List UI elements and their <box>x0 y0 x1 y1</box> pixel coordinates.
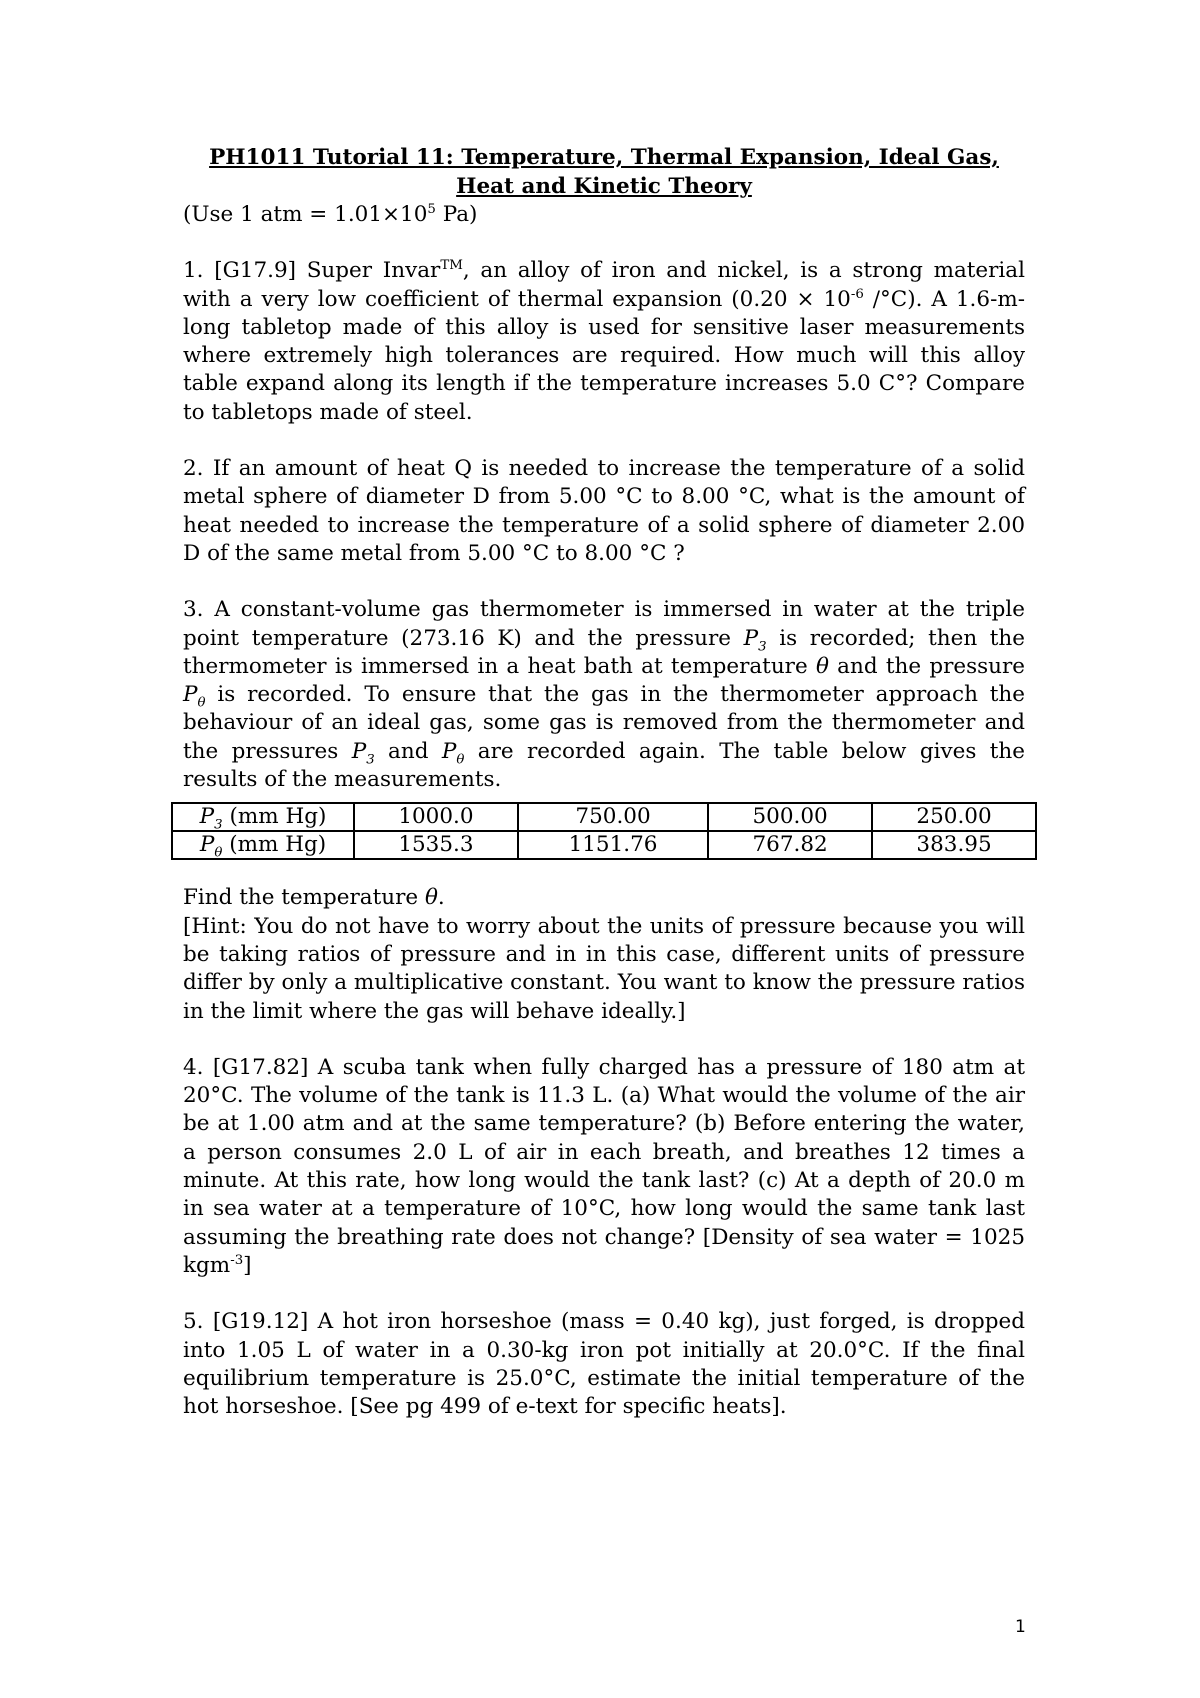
pressure-table <box>171 802 1037 860</box>
question-text: ] <box>243 1252 252 1278</box>
exponent: -6 <box>850 286 864 302</box>
question-text: , an alloy of iron and nickel, is a strong material with a very low coefficient of thermal expansion (0.20 × 10 <box>183 258 1025 312</box>
question-1 <box>183 257 1025 427</box>
question-text: A constant-volume gas thermometer is immersed in water at the triple point temperature (273.16 K) and the pressure <box>183 597 1025 651</box>
variable-p: P <box>441 738 457 764</box>
question-number: 5. <box>183 1309 213 1335</box>
question-text: [G17.9] Super Invar <box>214 258 441 284</box>
unit-label: (mm Hg) <box>222 832 327 858</box>
table-row <box>172 803 1036 831</box>
question-text: If an amount of heat Q is needed to increase the temperature of a solid metal sphere of diameter D from 5.00 °C to 8.00 °C, what is the amount of heat needed to increase the temperature of a solid sphere of diameter 2.00 D of the same metal from 5.00 °C to 8.00 °C ? <box>183 456 1025 566</box>
table-cell: 500.00 <box>708 803 872 831</box>
variable-p: P <box>743 625 759 651</box>
table-row <box>172 831 1036 859</box>
page-number: 1 <box>1015 1617 1026 1637</box>
variable-subscript: 3 <box>366 752 375 768</box>
question-text: [G19.12] A hot iron horseshoe (mass = 0.40 kg), just forged, is dropped into 1.05 L of water in a 0.30-kg iron pot initially at 20.0°C. If the final equilibrium temperature is 25.0°C, estimate the initial temperature of the hot horseshoe. [See pg 499 of e-text for specific heats]. <box>183 1309 1025 1420</box>
table-row-label <box>172 803 354 831</box>
question-text: [G17.82] A scuba tank when fully charged has a pressure of 180 atm at 20°C. The volume of the tank is 11.3 L. (a) What would the volume of the air be at 1.00 atm and at the same temperature? (b) Before entering the water, a person consumes 2.0 L of air in each breath, and breathes 12 times a minute. At this rate, how long would the tank last? (c) At a depth of 20.0 m in sea water at a temperature of 10°C, how long would the same tank last assuming the breathing rate does not change? [Density of sea water = 1025 kgm <box>183 1054 1025 1278</box>
variable-p: P <box>199 832 215 858</box>
question-4 <box>183 1054 1025 1280</box>
document-content <box>183 143 1025 1449</box>
hint-text: [Hint: You do not have to worry about the units of pressure because you will be taking ratios of pressure and in in this case, different units of pressure differ by only a multiplicative constant. You want to know the pressure ratios in the limit where the gas will behave ideally.] <box>183 913 1025 1024</box>
question-number: 1. <box>183 258 215 284</box>
unit-note-text: (Use 1 atm = 1.01×10 <box>183 202 428 227</box>
find-line <box>183 884 1025 912</box>
question-number: 3. <box>183 597 215 623</box>
question-text: is recorded; then the thermometer is immersed in a heat bath at temperature <box>183 625 1025 679</box>
question-3 <box>183 596 1025 794</box>
question-5 <box>183 1308 1025 1421</box>
question-2 <box>183 455 1025 568</box>
variable-subscript: θ <box>456 752 465 768</box>
question-text: and <box>374 738 442 764</box>
question-number: 4. <box>183 1054 213 1080</box>
question-text: are recorded again. The table below gives the results of the measurements. <box>183 738 1025 793</box>
exponent: -3 <box>230 1252 244 1268</box>
question-text: is recorded. To ensure that the gas in the thermometer approach the behaviour of an ideal gas, some gas is removed from the thermometer and the pressures <box>183 682 1025 764</box>
table-cell: 383.95 <box>872 831 1036 859</box>
unit-note <box>183 201 1025 229</box>
variable-theta: θ <box>424 885 438 911</box>
question-3-find <box>183 884 1025 1025</box>
variable-p: P <box>351 738 367 764</box>
variable-subscript: θ <box>214 845 223 861</box>
table-cell: 1535.3 <box>354 831 518 859</box>
question-number: 2. <box>183 456 213 482</box>
question-text: . <box>437 885 445 911</box>
table-cell: 1151.76 <box>518 831 708 859</box>
document-title: PH1011 Tutorial 11: Temperature, Thermal Expansion, Ideal Gas, Heat and Kinetic Theory <box>209 145 999 199</box>
variable-p: P <box>199 804 215 830</box>
variable-subscript: θ <box>197 695 206 711</box>
table-row-label <box>172 831 354 859</box>
table-cell: 750.00 <box>518 803 708 831</box>
question-text: /°C). A 1.6-m-long tabletop made of this alloy is used for sensitive laser measurements where extremely high tolerances are required. How much will this alloy table expand along its length if the temperature increases 5.0 C°? Compare to tabletops made of steel. <box>183 286 1025 425</box>
variable-subscript: 3 <box>214 817 223 833</box>
trademark-mark: TM <box>440 258 463 274</box>
question-text: Find the temperature <box>183 885 425 911</box>
unit-note-suffix: Pa) <box>435 202 478 227</box>
variable-theta: θ <box>815 653 829 679</box>
unit-label: (mm Hg) <box>222 804 327 830</box>
table-cell: 250.00 <box>872 803 1036 831</box>
table-cell: 1000.0 <box>354 803 518 831</box>
variable-p: P <box>183 682 198 708</box>
question-text: and the pressure <box>828 653 1025 679</box>
table-cell: 767.82 <box>708 831 872 859</box>
unit-note-exponent: 5 <box>427 201 436 217</box>
variable-subscript: 3 <box>758 638 767 654</box>
